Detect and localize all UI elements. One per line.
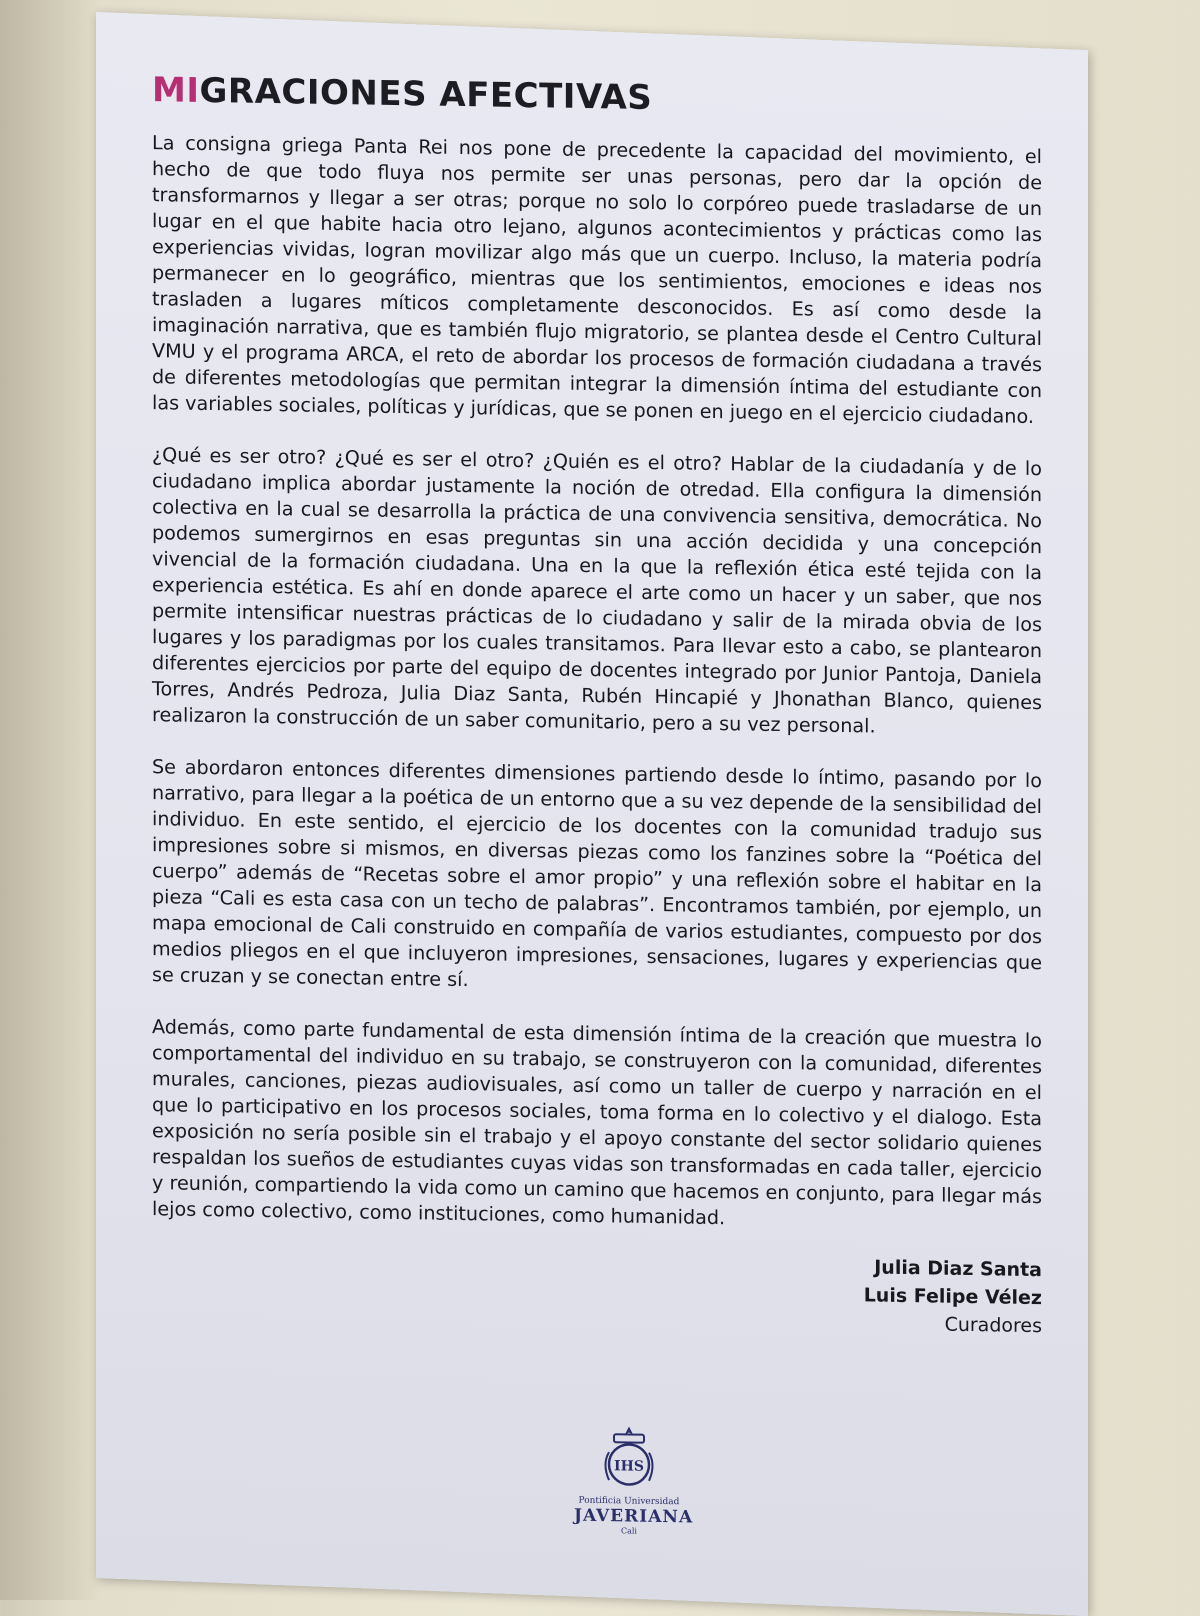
paragraph-4: Además, como parte fundamental de esta dimensión íntima de la creación que muestra lo comportamental del individuo en su trabajo, se construyeron con la comunidad, diferentes murales, canciones, piezas audiovisuales, así como un taller de cuerpo y narración en el que lo participativo en los procesos sociales, toma forma en lo colectivo y el dialogo. Esta exposición no sería posible sin el trabajo y el apoyo constante del sector solidario quienes respaldan los sueños de estudiantes cuyas vidas son transformadas en cada taller, ejercicio y reunión, compartiendo la vida como un camino que hacemos en conjunto, para llegar más lejos como colectivo, como instituciones, como humanidad. xyxy=(152,1015,1042,1230)
logo-line-3: Cali xyxy=(620,1526,637,1536)
paragraph-2: ¿Qué es ser otro? ¿Qué es ser el otro? ¿Quién es el otro? Hablar de la ciudadanía y de lo ciudadano implica abordar justamente la noción de otredad. Ella configura la dimensión colectiva en la cual se desarrolla la práctica de una convivencia sensitiva, democrática. No podemos sumergirnos en esas preguntas sin una acción decidida y una concepción vivencial de la formación ciudadana. Una en la que la reflexión ética esté tejida con la experiencia estética. Es ahí en donde aparece el arte como un hacer y un saber, que nos permite intensificar nuestras prácticas de lo ciudadano y salir de la mirada obvia de los lugares y los paradigmas por los cuales transitamos. Para llevar esto a cabo, se plantearon diferentes ejercicios por parte del equipo de docentes integrado por Junior Pantoja, Daniela Torres, Andrés Pedroza, Julia Diaz Santa, Rubén Hincapié y Jhonathan Blanco, quienes realizaron la construcción de un saber comunitario, pero a su vez personal. xyxy=(152,443,1042,738)
paragraph-1: La consigna griega Panta Rei nos pone de precedente la capacidad del movimiento, el hecho de que todo fluya nos permite ser unas personas, pero dar la opción de transformarnos y llegar a ser otras; porque no solo lo corpóreo puede trasladarse de un lugar en el que habite hacia otro lejano, algunos acontecimientos y prácticas como las experiencias vividas, logran movilizar algo más que un cuerpo. Incluso, la materia podría permanecer en lo geográfico, mientras que los sentimientos, emociones e ideas nos trasladen a lugares míticos completamente desconocidos. Es así como desde la imaginación narrativa, que es también flujo migratorio, se plantea desde el Centro Cultural VMU y el programa ARCA, el reto de abordar los procesos de formación ciudadana a través de diferentes metodologías que permitan integrar la dimensión íntima del estudiante con las variables sociales, políticas y jurídicas, que se ponen en juego en el ejercicio ciudadano. xyxy=(152,131,1042,429)
title-accent: MI xyxy=(152,70,200,111)
crest-icon xyxy=(594,1422,664,1493)
curators-role: Curadores xyxy=(944,1313,1042,1338)
logo-line-1: Pontificia Universidad xyxy=(578,1495,680,1508)
poster-content xyxy=(152,70,1042,1340)
signature-block xyxy=(152,1242,1042,1340)
crest-monogram: IHS xyxy=(614,1458,644,1475)
exhibition-poster xyxy=(96,12,1088,1616)
logo-line-2: JAVERIANA xyxy=(574,1505,694,1528)
wall xyxy=(0,0,100,1600)
poster-title xyxy=(152,70,1042,124)
curator-name-1: Julia Diaz Santa xyxy=(874,1256,1042,1282)
title-rest: GRACIONES AFECTIVAS xyxy=(199,70,653,119)
university-logo xyxy=(574,1422,694,1537)
paragraph-3: Se abordaron entonces diferentes dimensiones partiendo desde lo íntimo, pasando por lo narrativo, para llegar a la poética de un entorno que a su vez depende de la sensibilidad del individuo. En este sentido, el ejercicio de los docentes con la comunidad tradujo sus impresiones sobre si mismos, en diversas piezas como los fanzines sobre la “Poética del cuerpo” además de “Recetas sobre el amor propio” y una reflexión sobre el habitar en la pieza “Cali es esta casa con un techo de palabras”. Encontramos también, por ejemplo, un mapa emocional de Cali construido en compañía de varios estudiantes, compuesto por dos medios pliegos en el que incluyeron impresiones, sensaciones, lugares y experiencias que se cruzan y se conectan entre sí. xyxy=(152,755,1042,992)
curator-name-2: Luis Felipe Vélez xyxy=(863,1284,1042,1310)
